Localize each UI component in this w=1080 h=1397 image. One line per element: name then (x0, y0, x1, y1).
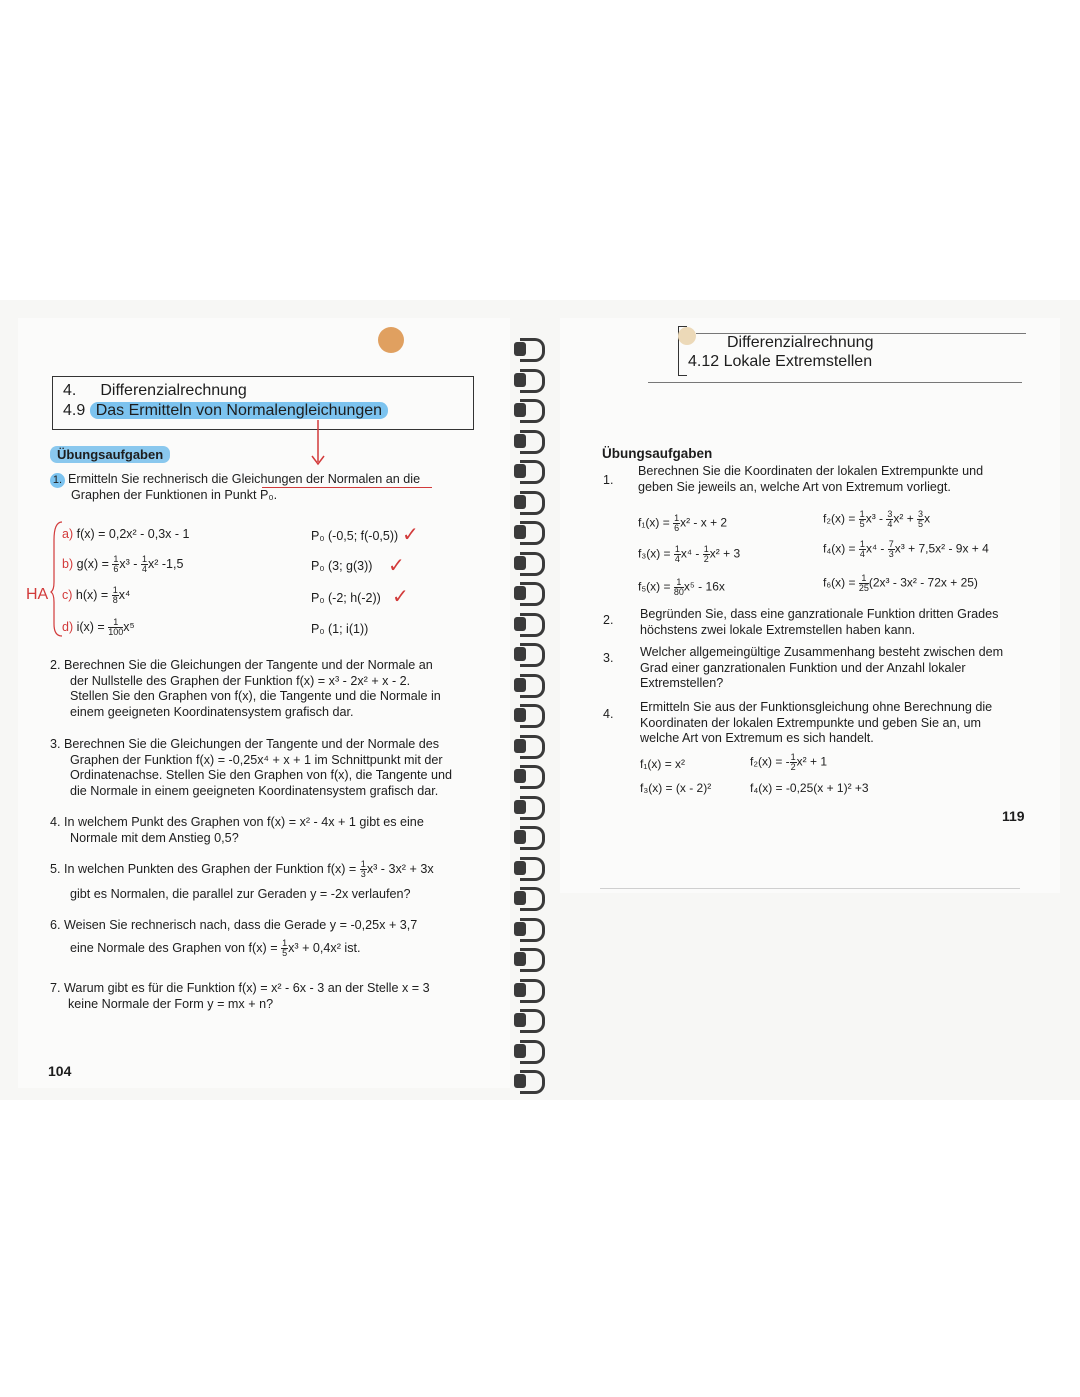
header-rule (648, 382, 1022, 383)
right-f3: f₃(x) = $\frac{1}{4}$ x⁴ - $\frac{1}{2}$ x² + 3 (638, 544, 741, 564)
right-page (560, 318, 1060, 893)
binding-hole (514, 525, 526, 539)
binding-hole (514, 586, 526, 600)
right-f6: f₆(x) = $\frac{1}{25}$ (2x³ - 3x² - 72x + 25) (823, 573, 978, 593)
left-header-box (52, 376, 474, 430)
left-task-6: 6. Weisen Sie rechnerisch nach, dass die Gerade y = -0,25x + 3,7 (50, 918, 418, 932)
left-exercises-label: Übungsaufgaben (50, 446, 170, 463)
left-task-6-line2: eine Normale des Graphen von f(x) = $\frac{1}{5}$ x³ + 0,4x² ist. (70, 938, 361, 958)
ha-brace (50, 520, 64, 638)
binding-hole (514, 373, 526, 387)
binding-hole (514, 739, 526, 753)
right-task-4: Ermitteln Sie aus der Funktionsgleichung ohne Berechnung die Koordinaten der lokalen Extrempunkte und geben Sie an, um welche Art von Extremum es sich handelt. (640, 700, 993, 746)
left-task-4: 4. In welchem Punkt des Graphen von f(x) = x² - 4x + 1 gibt es eine Normale mit dem Anstieg 0,5? (50, 815, 424, 845)
section-title-highlight: Das Ermitteln von Normalengleichungen (90, 402, 388, 419)
binding-hole (514, 861, 526, 875)
check-mark-icon: ✓ (388, 553, 405, 577)
footer-rule (600, 888, 1020, 889)
task-text: Ermitteln Sie rechnerisch die Gleichungen der Normalen an die (68, 472, 421, 486)
binding-hole (514, 800, 526, 814)
binding-hole (514, 556, 526, 570)
binding-hole (514, 769, 526, 783)
right-task-4-num: 4. (603, 707, 614, 721)
right-f4: f₄(x) = $\frac{1}{4}$ x⁴ - $\frac{7}{3}$ x³ + 7,5x² - 9x + 4 (823, 539, 989, 559)
point-d: P₀ (1; i(1)) (311, 622, 369, 636)
binding-hole (514, 464, 526, 478)
right-f5: f₅(x) = $\frac{1}{80}$ x⁵ - 16x (638, 577, 725, 597)
header-rule (696, 333, 1026, 334)
red-arrow (300, 418, 340, 468)
binding-hole (514, 891, 526, 905)
right-task-1: Berechnen Sie die Koordinaten der lokalen Extrempunkte und geben Sie jeweils an, welche Art von Extremum vorliegt. (638, 464, 984, 494)
task-number-badge: 1. (50, 473, 65, 488)
right-task-3-num: 3. (603, 651, 614, 665)
point-b: P₀ (3; g(3)) (311, 559, 373, 573)
right-header-circle (678, 327, 696, 345)
item-c: c) h(x) = $\frac{1}{8}$ x⁴ (62, 585, 131, 605)
task-text: Graphen der Funktionen in Punkt P₀. (71, 488, 278, 502)
right-task-2-num: 2. (603, 613, 614, 627)
binding-hole (514, 922, 526, 936)
binding-hole (514, 678, 526, 692)
binding-hole (514, 403, 526, 417)
binding-hole (514, 647, 526, 661)
binding-hole (514, 434, 526, 448)
binding-hole (514, 830, 526, 844)
item-a: a) f(x) = 0,2x² - 0,3x - 1 (62, 527, 190, 541)
orange-sticker (378, 327, 404, 353)
left-chapter: 4. Differenzialrechnung (63, 382, 247, 399)
right-t4-f3: f₃(x) = (x - 2)² (640, 781, 712, 795)
left-task-5-line2: gibt es Normalen, die parallel zur Geraden y = -2x verlaufen? (70, 887, 411, 901)
right-chapter-title: Differenzialrechnung (727, 334, 874, 351)
right-task-3: Welcher allgemeingültige Zusammenhang besteht zwischen dem Grad einer ganzrationalen Funktion und der Anzahl lokaler Extremstellen? (640, 645, 1004, 691)
right-t4-f2: f₂(x) = - $\frac{1}{2}$ x² + 1 (750, 752, 828, 772)
left-section: 4.9 Das Ermitteln von Normalengleichungen (63, 402, 388, 420)
check-mark-icon: ✓ (392, 584, 409, 608)
binding-hole (514, 1013, 526, 1027)
left-task-5: 5. In welchen Punkten des Graphen der Funktion f(x) = $\frac{1}{3}$ x³ - 3x² + 3x (50, 859, 434, 879)
check-mark-icon: ✓ (402, 522, 419, 546)
right-task-2: Begründen Sie, dass eine ganzrationale Funktion dritten Grades höchstens zwei lokale Extremstellen haben kann. (640, 607, 999, 637)
item-d: d) i(x) = $\frac{1}{100}$ x⁵ (62, 617, 135, 637)
right-exercises-label: Übungsaufgaben (602, 446, 713, 461)
binding-hole (514, 952, 526, 966)
item-b: b) g(x) = $\frac{1}{6}$ x³ - $\frac{1}{4}$ x² -1,5 (62, 554, 184, 574)
right-f1: f₁(x) = $\frac{1}{6}$ x² - x + 2 (638, 513, 728, 533)
point-c: P₀ (-2; h(-2)) (311, 591, 381, 605)
binding-hole (514, 1074, 526, 1088)
red-underline (262, 487, 432, 488)
binding-hole (514, 617, 526, 631)
binding-hole (514, 342, 526, 356)
point-a: P₀ (-0,5; f(-0,5)) (311, 529, 399, 543)
left-task-3: 3. Berechnen Sie die Gleichungen der Tangente und der Normale des Graphen der Funktion f(x) = -0,25x⁴ + x + 1 im Schnittpunkt mit der Ordinatenachse. Stellen Sie den Graphen von f(x), die Tangente und die Normale in einem geeigneten Koordinatensystem grafisch dar. (50, 737, 453, 798)
binding-hole (514, 495, 526, 509)
binding-hole (514, 1044, 526, 1058)
right-t4-f1: f₁(x) = x² (640, 757, 686, 771)
right-page-number: 119 (1002, 808, 1025, 824)
right-t4-f4: f₄(x) = -0,25(x + 1)² +3 (750, 781, 869, 795)
binding-hole (514, 983, 526, 997)
right-task-1-num: 1. (603, 473, 614, 487)
left-task-2: 2. Berechnen Sie die Gleichungen der Tangente und der Normale an der Nullstelle des Graphen der Funktion f(x) = x³ - 2x² + x - 2. Stellen Sie den Graphen von f(x), die Tangente und die Normale in einem geeigneten Koordinatensystem grafisch dar. (50, 658, 441, 719)
left-task-7: 7. Warum gibt es für die Funktion f(x) = x² - 6x - 3 an der Stelle x = 3 keine Normale der Form y = mx + n? (50, 981, 430, 1011)
right-section-title: 4.12 Lokale Extremstellen (688, 353, 873, 370)
binding-hole (514, 708, 526, 722)
right-f2: f₂(x) = $\frac{1}{5}$ x³ - $\frac{3}{4}$ x² + $\frac{3}{5}$ x (823, 509, 931, 529)
ha-note: HA (26, 586, 49, 603)
left-page-number: 104 (48, 1063, 72, 1079)
